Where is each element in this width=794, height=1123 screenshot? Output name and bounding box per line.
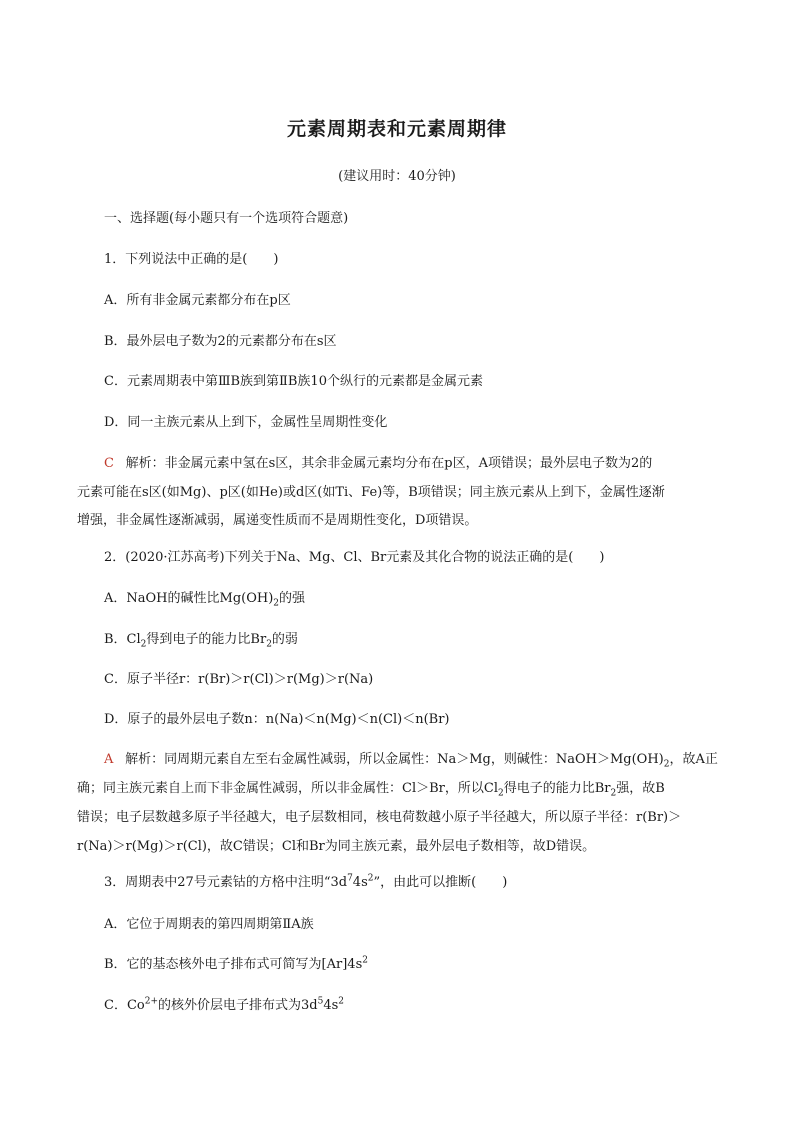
q2-exp-text2a: 确；同主族元素自上而下非金属性减弱，所以非金属性：Cl＞Br，所以Cl bbox=[77, 781, 498, 796]
q1-explanation-line3: 增强，非金属性逐渐减弱，属递变性质而不是周期性变化，D项错误。 bbox=[77, 513, 478, 528]
time-suggestion: (建议用时：40分钟) bbox=[338, 169, 456, 184]
q2-exp-text1b: ，故A正 bbox=[669, 752, 718, 767]
q1-answer: C bbox=[104, 456, 114, 471]
page-title: 元素周期表和元素周期律 bbox=[286, 118, 507, 140]
q2-option-b-text1: B．Cl bbox=[104, 632, 141, 647]
q2-option-b-sub1: 2 bbox=[140, 639, 147, 650]
q3-stem-text2: 4s bbox=[352, 875, 368, 890]
q3-stem bbox=[104, 871, 507, 890]
q2-exp-sub1: 2 bbox=[663, 759, 670, 770]
q3-option-c-sup2: 5 bbox=[317, 996, 324, 1007]
q3-stem-sup2: 2 bbox=[367, 873, 374, 884]
q3-option-c-text1: C．Co bbox=[104, 998, 145, 1013]
q3-option-c-sup1: 2+ bbox=[144, 996, 159, 1007]
q3-option-c-text2: 的核外价层电子排布式为3d bbox=[158, 998, 318, 1013]
q3-option-c-sup3: 2 bbox=[338, 996, 345, 1007]
q3-option-b bbox=[104, 953, 368, 972]
q3-option-b-sup: 2 bbox=[362, 955, 368, 966]
q3-stem-sup1: 7 bbox=[347, 873, 353, 884]
q3-option-a: A．它位于周期表的第四周期第ⅡA族 bbox=[104, 917, 314, 932]
q3-stem-text1: 3．周期表中27号元素钴的方格中注明“3d bbox=[104, 875, 348, 890]
q2-exp-text2c: 强，故B bbox=[616, 781, 665, 796]
q2-option-b-text3: 的弱 bbox=[271, 632, 298, 647]
q1-explanation-line1 bbox=[104, 452, 652, 471]
q2-explanation-line2 bbox=[77, 777, 665, 799]
q2-option-a-text1: A．NaOH的碱性比Mg(OH) bbox=[104, 591, 274, 606]
q2-option-a bbox=[104, 587, 305, 609]
q2-exp-text2b: 得电子的能力比Br bbox=[503, 781, 611, 796]
q3-stem-text3: ”，由此可以推断( ) bbox=[373, 875, 508, 890]
q2-option-b-sub2: 2 bbox=[266, 639, 272, 650]
q2-exp-sub2b: 2 bbox=[610, 788, 617, 799]
q2-exp-sub2a: 2 bbox=[497, 788, 504, 799]
q2-stem: 2．(2020·江苏高考)下列关于Na、Mg、Cl、Br元素及其化合物的说法正确的是( ) bbox=[104, 550, 605, 565]
q2-answer: A bbox=[104, 752, 114, 767]
q2-option-c: C．原子半径r：r(Br)＞r(Cl)＞r(Mg)＞r(Na) bbox=[104, 672, 374, 687]
q3-option-c bbox=[104, 994, 344, 1013]
q1-option-c: C．元素周期表中第ⅢB族到第ⅡB族10个纵行的元素都是金属元素 bbox=[104, 374, 483, 389]
q1-option-a: A．所有非金属元素都分布在p区 bbox=[104, 293, 291, 308]
q1-option-b: B．最外层电子数为2的元素都分布在s区 bbox=[104, 334, 337, 349]
q2-option-b-text2: 得到电子的能力比Br bbox=[146, 632, 267, 647]
q2-option-b bbox=[104, 628, 298, 650]
q2-option-d: D．原子的最外层电子数n：n(Na)＜n(Mg)＜n(Cl)＜n(Br) bbox=[104, 712, 450, 727]
q1-stem: 1．下列说法中正确的是( ) bbox=[104, 252, 279, 267]
section-heading: 一、选择题(每小题只有一个选项符合题意) bbox=[104, 211, 349, 226]
q2-explanation-line3: 错误；电子层数越多原子半径越大，电子层数相同，核电荷数越小原子半径越大，所以原子半径：r(Br)＞ bbox=[77, 810, 682, 825]
q3-option-c-text3: 4s bbox=[323, 998, 339, 1013]
q1-exp-text1: 解析：非金属元素中氢在s区，其余非金属元素均分布在p区，A项错误；最外层电子数为2的 bbox=[125, 456, 653, 471]
q2-explanation-line4: r(Na)＞r(Mg)＞r(Cl)，故C错误；Cl和Br为同主族元素，最外层电子数相等，故D错误。 bbox=[77, 839, 596, 854]
q1-option-d: D．同一主族元素从上到下，金属性呈周期性变化 bbox=[104, 415, 388, 430]
q3-option-b-text: B．它的基态核外电子排布式可简写为[Ar]4s bbox=[104, 957, 363, 972]
q2-option-a-sub: 2 bbox=[273, 598, 280, 609]
q1-explanation-line2: 元素可能在s区(如Mg)、p区(如He)或d区(如Ti、Fe)等，B项错误；同主族元素从上到下，金属性逐渐 bbox=[77, 485, 665, 500]
q2-option-a-text2: 的强 bbox=[279, 591, 306, 606]
q2-explanation-line1 bbox=[104, 748, 718, 770]
q2-exp-text1a: 解析：同周期元素自左至右金属性减弱，所以金属性：Na＞Mg，则碱性：NaOH＞Mg(OH) bbox=[125, 752, 664, 767]
